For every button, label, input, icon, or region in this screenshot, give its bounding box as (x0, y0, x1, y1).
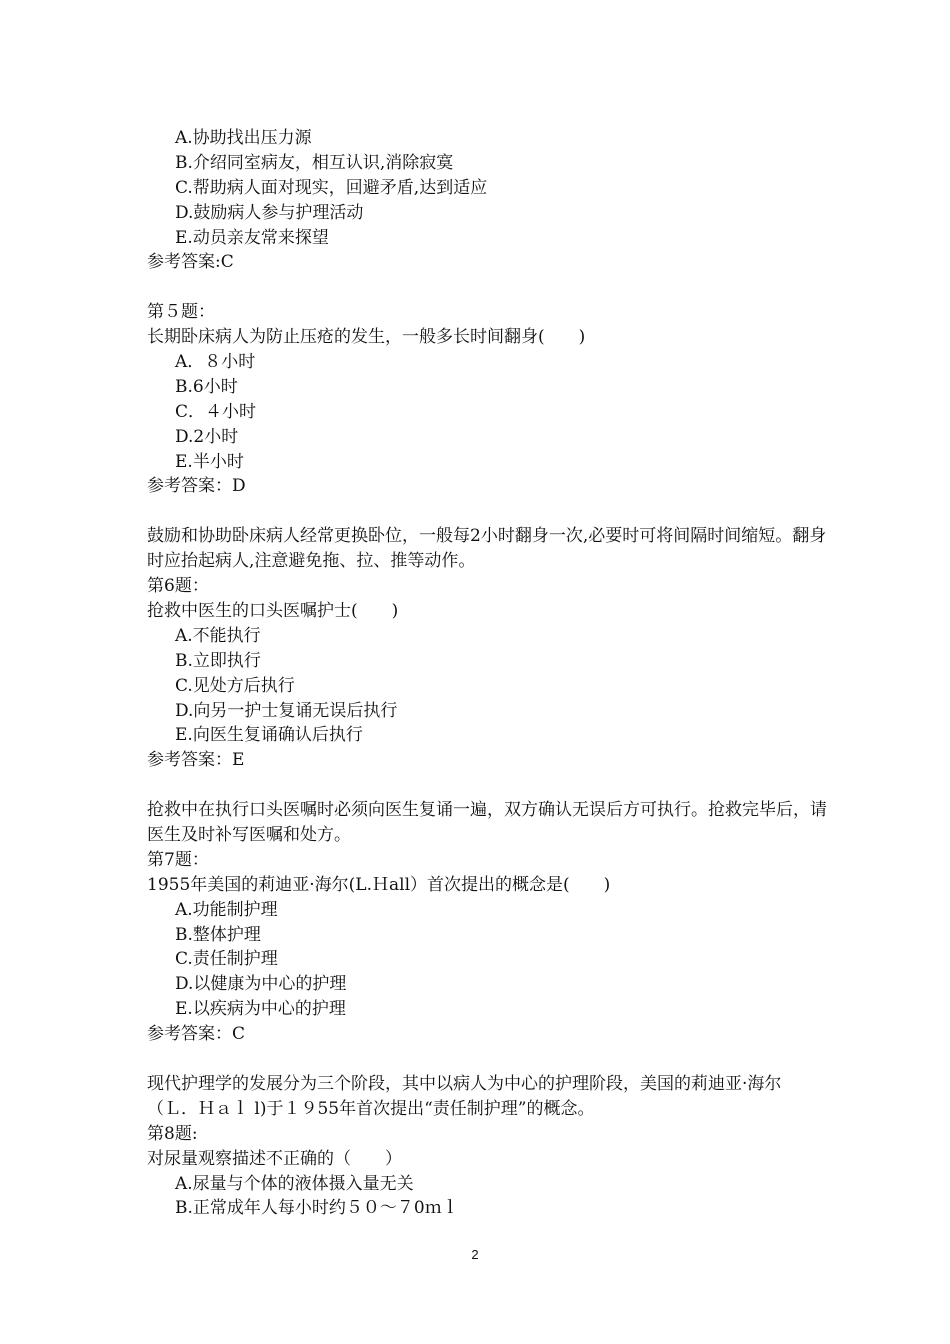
q6-answer: 参考答案：E (147, 750, 245, 771)
q4-option-a: A.协助找出压力源 (175, 128, 312, 148)
q7-number: 第7题： (147, 849, 209, 870)
spacer (147, 499, 827, 524)
q4-option-c: C.帮助病人面对现实，回避矛盾,达到适应 (175, 177, 488, 198)
q5-option-d: D.2小时 (175, 426, 239, 447)
q6-explanation: 抢救中在执行口头医嘱时必须向医生复诵一遍，双方确认无误后方可执行。抢救完毕后，请医生及时补写医嘱和处方。 (147, 800, 827, 845)
q5-answer: 参考答案：D (147, 476, 246, 497)
q7-option-a: A.功能制护理 (175, 899, 278, 920)
q4-option-b: B.介绍同室病友，相互认识,消除寂寞 (175, 152, 454, 173)
q6-option-e: E.向医生复诵确认后执行 (175, 725, 363, 746)
q8-option-a: A.尿量与个体的液体摄入量无关 (175, 1173, 414, 1194)
q6-option-a: A.不能执行 (175, 625, 261, 646)
q4-option-d: D.鼓励病人参与护理活动 (175, 202, 364, 223)
page-number: 2 (471, 1247, 479, 1262)
q7-answer: 参考答案：C (147, 1024, 246, 1045)
q5-explanation: 鼓励和协助卧床病人经常更换卧位，一般每2小时翻身一次,必要时可将间隔时间缩短。翻身时应抬起病人,注意避免拖、拉、推等动作。 (147, 526, 827, 572)
q6-stem: 抢救中医生的口头医嘱护士( ) (147, 600, 399, 621)
q6-option-c: C.见处方后执行 (175, 675, 295, 696)
q5-stem: 长期卧床病人为防止压疮的发生，一般多长时间翻身( ) (147, 327, 586, 348)
q4-option-e: E.动员亲友常来探望 (175, 227, 329, 248)
q7-option-d: D.以健康为中心的护理 (175, 974, 347, 995)
q7-explanation: 现代护理学的发展分为三个阶段，其中以病人为中心的护理阶段，美国的莉迪亚·海尔（Ｌ．Ｈａｌ l)于１９55年首次提出“责任制护理”的概念。 (147, 1073, 782, 1119)
q5-option-c: C．４小时 (175, 401, 257, 422)
q7-option-c: C.责任制护理 (175, 949, 278, 970)
q7-option-b: B.整体护理 (175, 924, 261, 945)
q8-number: 第8题: (147, 1123, 198, 1144)
q5-option-b: B.6小时 (175, 376, 238, 397)
q6-number: 第6题： (147, 576, 209, 597)
q7-stem: 1955年美国的莉迪亚·海尔(L.Ｈall）首次提出的概念是( ) (147, 874, 611, 895)
q5-option-e: E.半小时 (175, 451, 244, 472)
q8-option-b: B.正常成年人每小时约５０～７0ｍｌ (175, 1198, 459, 1219)
q5-number: 第５题： (147, 302, 215, 323)
q8-stem: 对尿量观察描述不正确的（ ） (147, 1148, 402, 1169)
q7-option-e: E.以疾病为中心的护理 (175, 999, 346, 1020)
q6-option-b: B.立即执行 (175, 650, 261, 671)
spacer (147, 275, 827, 300)
spacer (147, 773, 827, 798)
q4-answer: 参考答案:C (147, 252, 234, 273)
q6-option-d: D.向另一护士复诵无误后执行 (175, 700, 398, 721)
q5-option-a: A．８小时 (175, 352, 256, 373)
spacer (147, 1047, 827, 1072)
page-content (147, 126, 827, 1221)
